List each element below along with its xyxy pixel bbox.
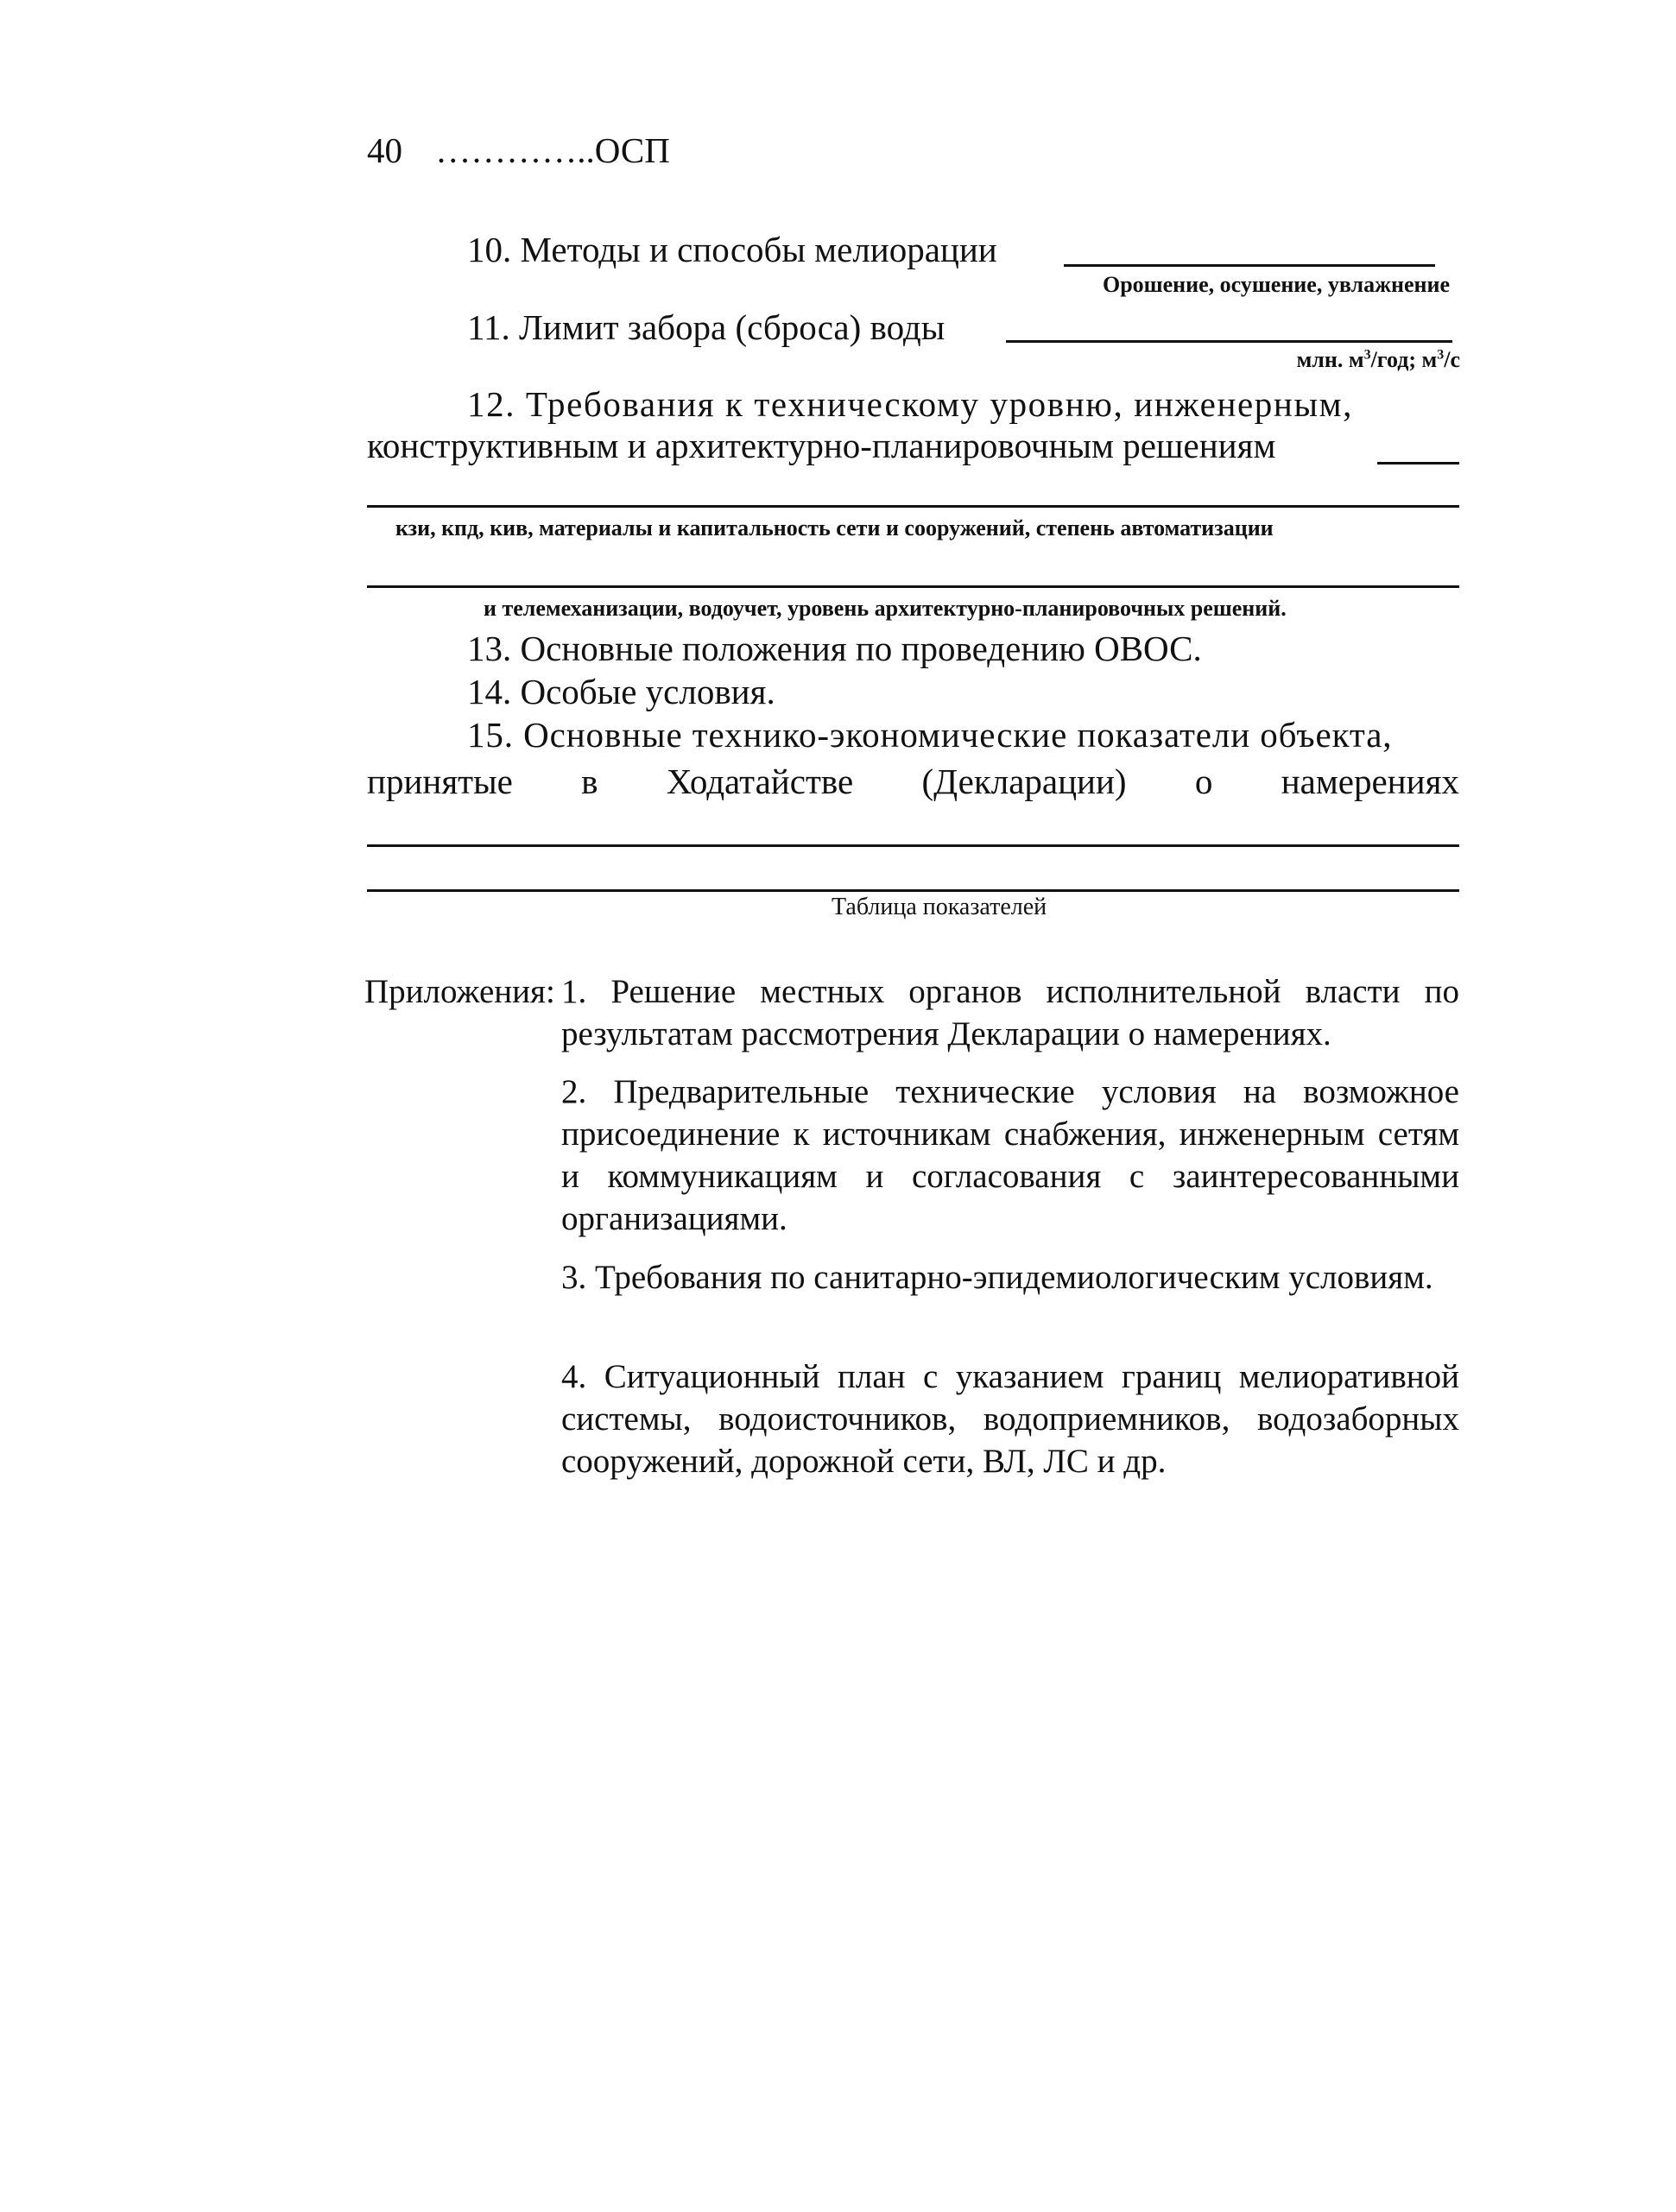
item-13-label: 13. Основные положения по проведению ОВОС. <box>467 629 1202 668</box>
item-15-fill-line-1 <box>367 844 1459 847</box>
page-number: 40 <box>367 130 402 170</box>
appendix-item-4: 4. Ситуационный план с указанием границ мелиоративной системы, водоисточников, водоприемников, водозаборных сооружений, дорожной сети, ВЛ, ЛС и др. <box>561 1358 1459 1480</box>
item-10-hint: Орошение, осушение, увлажнение <box>1102 272 1450 297</box>
item-15-line1: 15. Основные технико-экономические показатели объекта, <box>467 715 1393 755</box>
item-11-fill-line <box>1006 340 1452 343</box>
appendix-item-1: 1. Решение местных органов исполнительной власти по результатам рассмотрения Декларации о намерениях. <box>561 973 1459 1052</box>
item-15-hint: Таблица показателей <box>832 894 1047 920</box>
item-15-word: намерениях <box>1281 762 1459 801</box>
appendix-item-3: 3. Требования по санитарно-эпидемиологическим условиям. <box>561 1259 1433 1296</box>
item-10-fill-line <box>1064 264 1435 267</box>
item-15-word: Ходатайстве <box>666 762 854 801</box>
item-11-hint: млн. $м^3$/год; $м^3/с$ <box>1296 347 1460 372</box>
page-header <box>367 130 670 171</box>
item-12-hint-2: и телемеханизации, водоучет, уровень архитектурно-планировочных решений. <box>484 596 1287 621</box>
item-11-label: 11. Лимит забора (сброса) воды <box>467 307 946 347</box>
item-12-fill-line-2 <box>367 505 1459 508</box>
item-12-line1 <box>467 383 1459 425</box>
item-12-fill-line-1 <box>1377 462 1459 465</box>
item-15-line2 <box>367 761 1459 802</box>
item-12-line1-text: 12. Требования к техническому уровню, инженерным, <box>467 384 1353 424</box>
item-15-word: (Декларации) <box>921 762 1127 801</box>
appendix-item-2: 2. Предварительные технические условия на возможное присоединение к источникам снабжения, инженерным сетям и коммуникациям и согласования с заинтересованными организациями. <box>561 1073 1459 1237</box>
item-15-word: о <box>1194 762 1213 801</box>
header-code: ОСП <box>594 130 670 170</box>
item-15-word: в <box>581 762 598 801</box>
item-12-line2: конструктивным и архитектурно-планировочным решениям <box>367 426 1276 465</box>
item-12-hint-1: кзи, кпд, кив, материалы и капитальность сети и сооружений, степень автоматизации <box>395 515 1274 540</box>
item-12-fill-line-3 <box>367 585 1459 588</box>
appendices-heading: Приложения: <box>364 973 555 1010</box>
item-15-word: принятые <box>367 762 513 801</box>
item-14-label: 14. Особые условия. <box>467 672 775 711</box>
header-dots: ………….. <box>435 130 595 170</box>
item-15-fill-line-2 <box>367 889 1459 892</box>
item-10-label: 10. Методы и способы мелиорации <box>467 230 997 269</box>
